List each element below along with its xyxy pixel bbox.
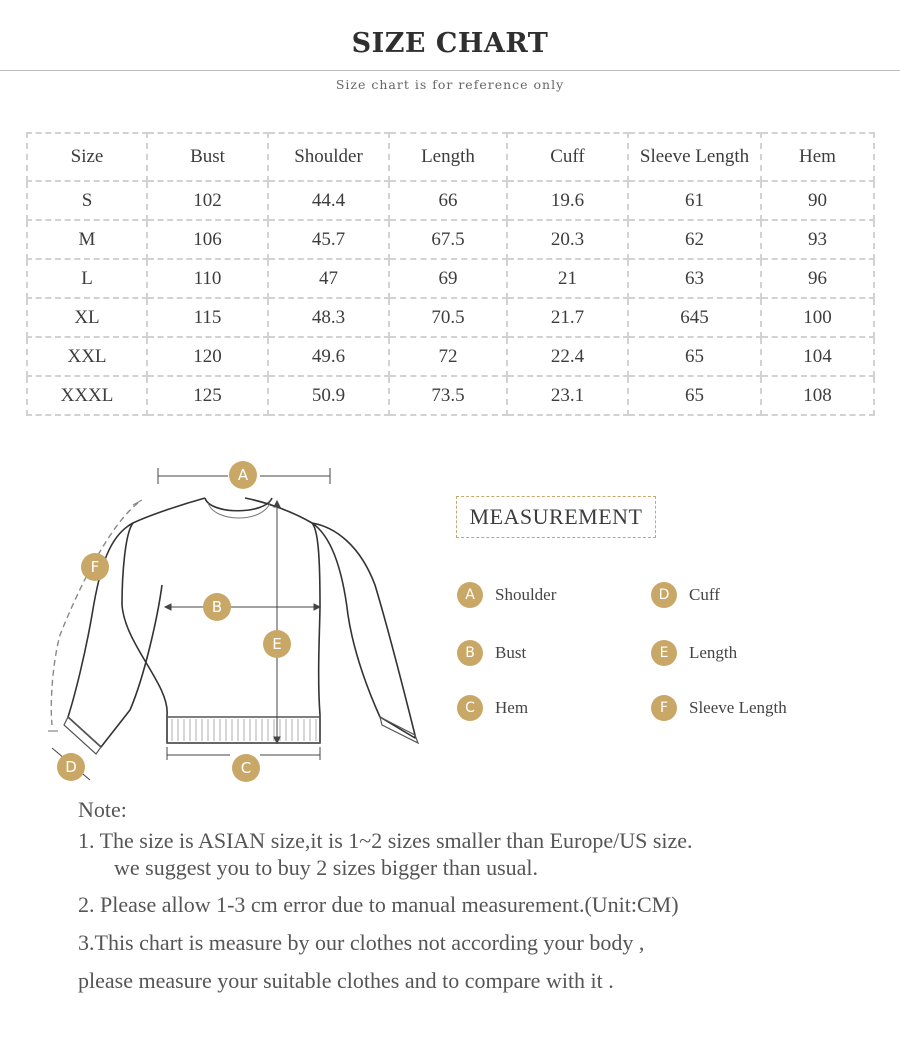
table-cell: 67.5 xyxy=(389,220,507,259)
legend-label: Sleeve Length xyxy=(689,698,787,717)
header-sleeve-length: Sleeve Length xyxy=(628,133,761,181)
page-subtitle: Size chart is for reference only xyxy=(335,77,565,92)
table-cell: 61 xyxy=(628,181,761,220)
sweater-diagram xyxy=(30,455,430,790)
legend-item-length xyxy=(651,640,737,666)
table-cell: 23.1 xyxy=(507,376,628,415)
table-cell: S xyxy=(27,181,147,220)
note-2: 2. Please allow 1-3 cm error due to manual measurement.(Unit:CM) xyxy=(78,892,679,917)
legend-item-hem xyxy=(457,695,528,721)
legend-item-bust xyxy=(457,640,526,666)
legend-badge: D xyxy=(651,582,677,608)
marker-b-badge xyxy=(203,593,231,621)
table-cell: 22.4 xyxy=(507,337,628,376)
left-sleeve-outline xyxy=(68,523,162,747)
table-cell: 48.3 xyxy=(268,298,389,337)
table-cell: XXL xyxy=(27,337,147,376)
sweater-body-outline xyxy=(122,498,320,743)
marker-f-label: F xyxy=(90,558,100,576)
note-1-line-2: we suggest you to buy 2 sizes bigger than usual. xyxy=(114,855,539,880)
legend-badge: F xyxy=(651,695,677,721)
table-cell: 104 xyxy=(761,337,874,376)
table-cell: 115 xyxy=(147,298,268,337)
table-cell: 72 xyxy=(389,337,507,376)
table-cell: 62 xyxy=(628,220,761,259)
page-title: SIZE CHART xyxy=(351,28,549,59)
table-cell: 90 xyxy=(761,181,874,220)
table-cell: 19.6 xyxy=(507,181,628,220)
table-cell: 102 xyxy=(147,181,268,220)
table-cell: 96 xyxy=(761,259,874,298)
table-cell: 73.5 xyxy=(389,376,507,415)
table-cell: 125 xyxy=(147,376,268,415)
right-sleeve-outline xyxy=(312,523,415,738)
table-cell: 106 xyxy=(147,220,268,259)
table-row xyxy=(27,337,874,376)
table-cell: 21 xyxy=(507,259,628,298)
table-cell: 120 xyxy=(147,337,268,376)
note-3-line-1: 3.This chart is measure by our clothes not according your body , xyxy=(78,930,645,955)
size-table xyxy=(26,132,875,416)
table-cell: 70.5 xyxy=(389,298,507,337)
legend-badge: E xyxy=(651,640,677,666)
table-cell: 21.7 xyxy=(507,298,628,337)
legend-badge: A xyxy=(457,582,483,608)
header-bust: Bust xyxy=(147,133,268,181)
header-size: Size xyxy=(27,133,147,181)
marker-d-badge xyxy=(57,753,85,781)
table-cell: 69 xyxy=(389,259,507,298)
table-row xyxy=(27,220,874,259)
table-cell: 93 xyxy=(761,220,874,259)
legend-badge: C xyxy=(457,695,483,721)
marker-a-badge xyxy=(229,461,257,489)
legend-label: Length xyxy=(689,643,738,662)
table-cell: 45.7 xyxy=(268,220,389,259)
legend-item-shoulder xyxy=(457,582,556,608)
table-cell: L xyxy=(27,259,147,298)
table-cell: XL xyxy=(27,298,147,337)
table-row xyxy=(27,376,874,415)
marker-e-label: E xyxy=(272,635,282,653)
marker-e-badge xyxy=(263,630,291,658)
marker-b-label: B xyxy=(211,598,223,616)
table-row xyxy=(27,259,874,298)
table-row xyxy=(27,181,874,220)
table-cell: 66 xyxy=(389,181,507,220)
table-cell: 50.9 xyxy=(268,376,389,415)
table-cell: 100 xyxy=(761,298,874,337)
table-cell: 20.3 xyxy=(507,220,628,259)
marker-f-badge xyxy=(81,553,109,581)
legend-item-sleeve-length xyxy=(651,695,787,721)
table-cell: XXXL xyxy=(27,376,147,415)
table-cell: M xyxy=(27,220,147,259)
left-cuff xyxy=(64,717,101,754)
table-cell: 65 xyxy=(628,376,761,415)
table-cell: 110 xyxy=(147,259,268,298)
table-cell: 108 xyxy=(761,376,874,415)
legend-badge: B xyxy=(457,640,483,666)
table-cell: 65 xyxy=(628,337,761,376)
note-1-line-1: 1. The size is ASIAN size,it is 1~2 sizes smaller than Europe/US size. xyxy=(78,828,693,853)
marker-a-label: A xyxy=(237,466,249,484)
header-shoulder: Shoulder xyxy=(268,133,389,181)
table-cell: 47 xyxy=(268,259,389,298)
legend-label: Hem xyxy=(495,698,529,717)
header-length: Length xyxy=(389,133,507,181)
title-divider xyxy=(0,70,900,71)
table-row xyxy=(27,298,874,337)
collar-outline xyxy=(205,498,272,511)
legend-label: Bust xyxy=(495,643,527,662)
marker-c-label: C xyxy=(240,759,252,777)
header-hem: Hem xyxy=(761,133,874,181)
sleeve-length-dashed-line xyxy=(51,503,138,725)
table-header-row xyxy=(27,133,874,181)
table-cell: 645 xyxy=(628,298,761,337)
marker-c-badge xyxy=(232,754,260,782)
table-cell: 49.6 xyxy=(268,337,389,376)
table-cell: 63 xyxy=(628,259,761,298)
header-cuff: Cuff xyxy=(507,133,628,181)
legend-label: Cuff xyxy=(689,585,720,604)
legend-item-cuff xyxy=(651,582,720,608)
note-3-line-2: please measure your suitable clothes and to compare with it . xyxy=(78,968,614,993)
legend-label: Shoulder xyxy=(495,585,557,604)
notes-heading: Note: xyxy=(78,797,127,822)
marker-d-label: D xyxy=(65,758,77,776)
measurement-title: MEASUREMENT xyxy=(456,496,656,538)
table-cell: 44.4 xyxy=(268,181,389,220)
